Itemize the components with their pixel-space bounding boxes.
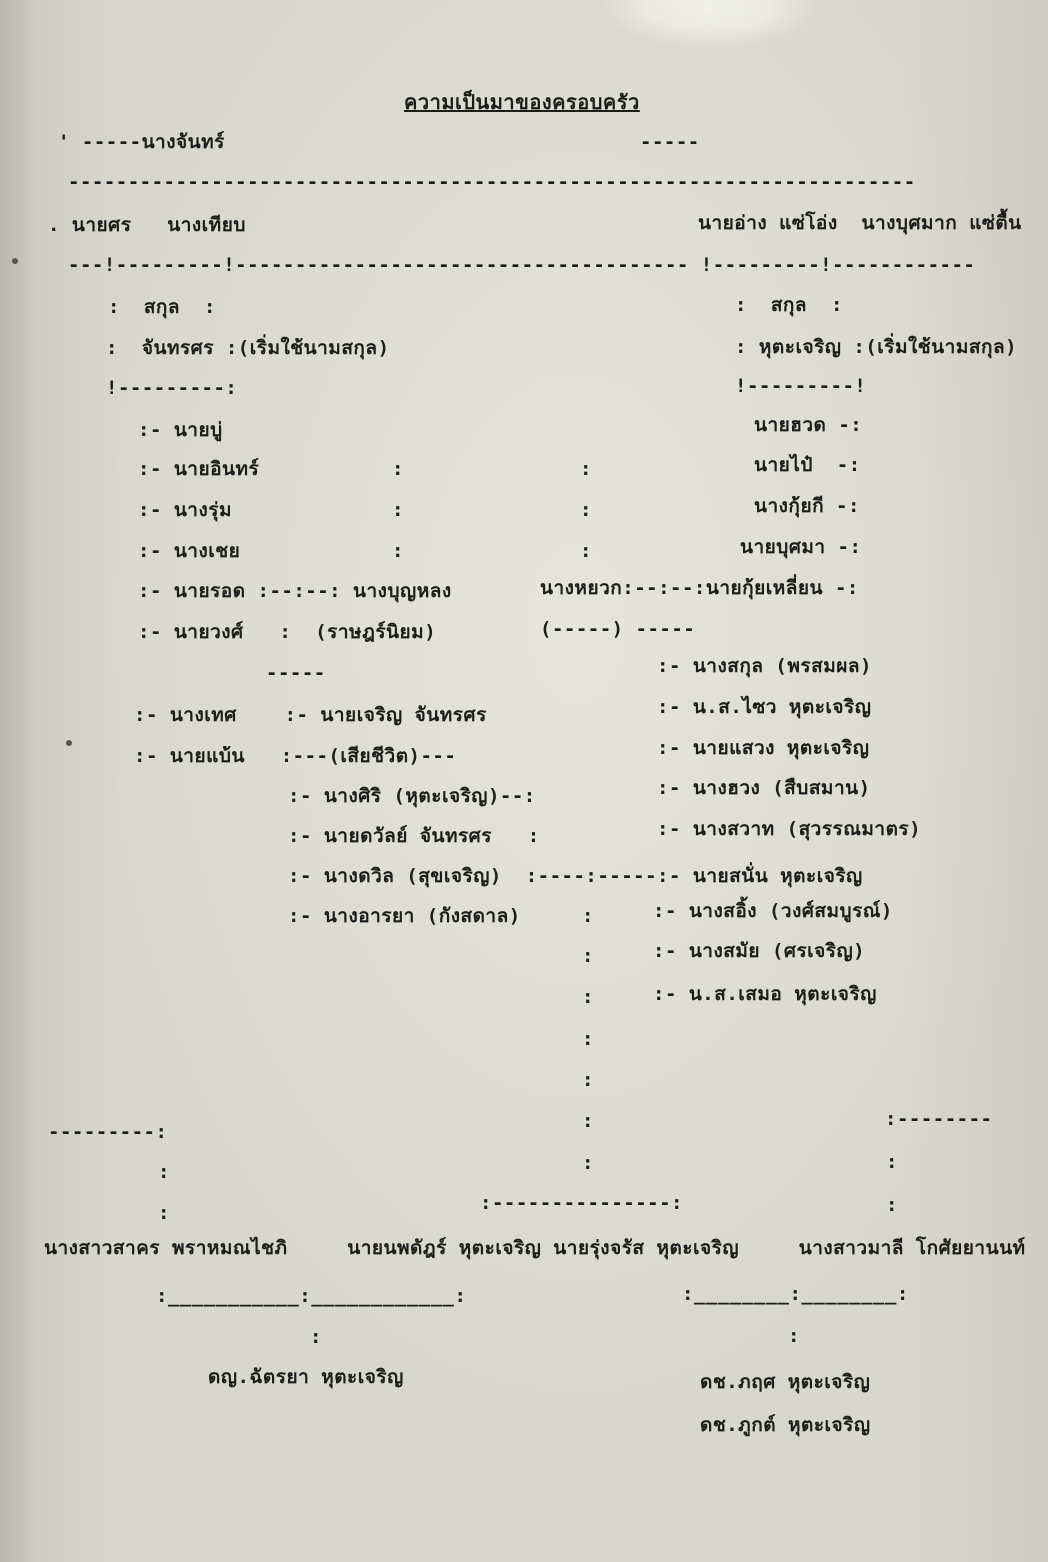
- tree-line: :- นางอารยา (กังสดาล): [288, 905, 521, 927]
- tree-line: :- น.ส.ไซว หุตะเจริญ: [657, 696, 872, 718]
- tree-line: นางสาวสาคร พราหมณไชภิ นายนพดัฎร์ หุตะเจริญ นายรุ่งจรัส หุตะเจริญ นางสาวมาลี โกศัยยานนท์: [44, 1237, 1026, 1259]
- tree-line: :: [580, 540, 592, 562]
- tree-line: :- นายบู่: [138, 419, 223, 441]
- tree-line: :: [392, 540, 404, 562]
- tree-line: :- นางรุ่ม: [138, 499, 232, 521]
- tree-line: -----: [640, 131, 700, 153]
- tree-line: : จันทรศร :(เริ่มใช้นามสกุล): [106, 337, 390, 359]
- tree-line: :- นางสมัย (ศรเจริญ): [653, 940, 866, 962]
- tree-line: :- นายอินทร์: [138, 458, 260, 480]
- tree-line: :- นางศิริ (หุตะเจริญ)--:: [288, 785, 536, 807]
- tree-line: !---------!: [735, 375, 867, 397]
- tree-line: . นายศร นางเทียบ: [48, 214, 246, 236]
- tree-line: (-----) -----: [540, 618, 696, 640]
- tree-line: : หุตะเจริญ :(เริ่มใช้นามสกุล): [735, 336, 1018, 358]
- tree-line: :: [158, 1161, 170, 1183]
- tree-line: :- น.ส.เสมอ หุตะเจริญ: [653, 983, 877, 1005]
- tree-line: :- นายรอด :--:--: นางบุญหลง: [138, 580, 452, 602]
- tree-line: นายไป๋ -:: [754, 454, 861, 476]
- tree-line: นายอ่าง แซ่โอ่ง นางบุศมาก แซ่ตื้น: [698, 212, 1022, 234]
- tree-line: :- นายดวัลย์ จันทรศร :: [288, 825, 540, 847]
- tree-line: :: [392, 499, 404, 521]
- tree-line: :- นางสกุล (พรสมผล): [657, 655, 872, 677]
- tree-line: :________:________:: [682, 1283, 909, 1305]
- paper-fold-highlight: [600, 0, 820, 50]
- tree-line: ---!---------!-------------------------------------- !---------!------------: [68, 254, 976, 276]
- tree-line: :- นางสอิ้ง (วงศ์สมบูรณ์): [653, 900, 893, 922]
- tree-line: !---------:: [106, 377, 238, 399]
- tree-line: :--------: [885, 1108, 993, 1130]
- tree-line: :: [158, 1202, 170, 1224]
- tree-line: :: [582, 986, 594, 1008]
- tree-line: ' -----นางจันทร์: [58, 131, 225, 153]
- tree-line: ---------:: [48, 1121, 168, 1143]
- tree-line: :: [582, 1110, 594, 1132]
- tree-line: นางหยวก:--:--:นายกุ้ยเหลี่ยน -:: [540, 577, 859, 599]
- tree-line: ดช.ภฤศ หุตะเจริญ: [700, 1371, 871, 1393]
- tree-line: -----------------------------------------------------------------------: [68, 171, 916, 193]
- tree-line: : สกุล :: [108, 296, 216, 318]
- tree-line: :---------------:: [480, 1192, 683, 1214]
- tree-line: :: [392, 458, 404, 480]
- tree-line: นายฮวด -:: [754, 414, 863, 436]
- tree-line: :- นางสวาท (สุวรรณมาตร): [657, 818, 922, 840]
- tree-line: :- นางเทศ :- นายเจริญ จันทรศร: [134, 704, 487, 726]
- tree-line: นายบุศมา -:: [740, 536, 862, 558]
- tree-line: ดญ.ฉัตรยา หุตะเจริญ: [208, 1366, 404, 1388]
- tree-line: -----: [266, 662, 326, 684]
- tree-line: นางกุ้ยกี -:: [754, 495, 860, 517]
- tree-line: :: [582, 1069, 594, 1091]
- tree-line: ดช.ภูกต์ หุตะเจริญ: [700, 1414, 871, 1436]
- tree-line: :- นายแสวง หุตะเจริญ: [657, 737, 870, 759]
- tree-line: :___________:____________:: [156, 1285, 467, 1307]
- tree-line: :- นายวงศ์ : (ราษฎร์นิยม): [138, 621, 437, 643]
- tree-line: : สกุล :: [735, 294, 843, 316]
- tree-line: :: [788, 1325, 800, 1347]
- tree-line: :: [580, 499, 592, 521]
- tree-line: :: [582, 905, 594, 927]
- tree-line: :: [310, 1326, 322, 1348]
- tree-line: :: [886, 1151, 898, 1173]
- tree-line: :: [886, 1194, 898, 1216]
- ink-speck: [12, 258, 18, 264]
- tree-line: :- นางเชย: [138, 540, 241, 562]
- tree-line: :: [582, 1152, 594, 1174]
- tree-line: :- นางฮวง (สืบสมาน): [657, 777, 871, 799]
- tree-line: :: [582, 945, 594, 967]
- tree-line: :- นายแบ้น :---(เสียชีวิต)---: [134, 745, 457, 767]
- ink-speck: [66, 740, 72, 746]
- tree-line: :- นางดวิล (สุขเจริญ) :----:-----:- นายสนั่น หุตะเจริญ: [288, 865, 863, 887]
- tree-line: :: [582, 1028, 594, 1050]
- document-title: ความเป็นมาของครอบครัว: [404, 90, 640, 114]
- tree-line: :: [580, 458, 592, 480]
